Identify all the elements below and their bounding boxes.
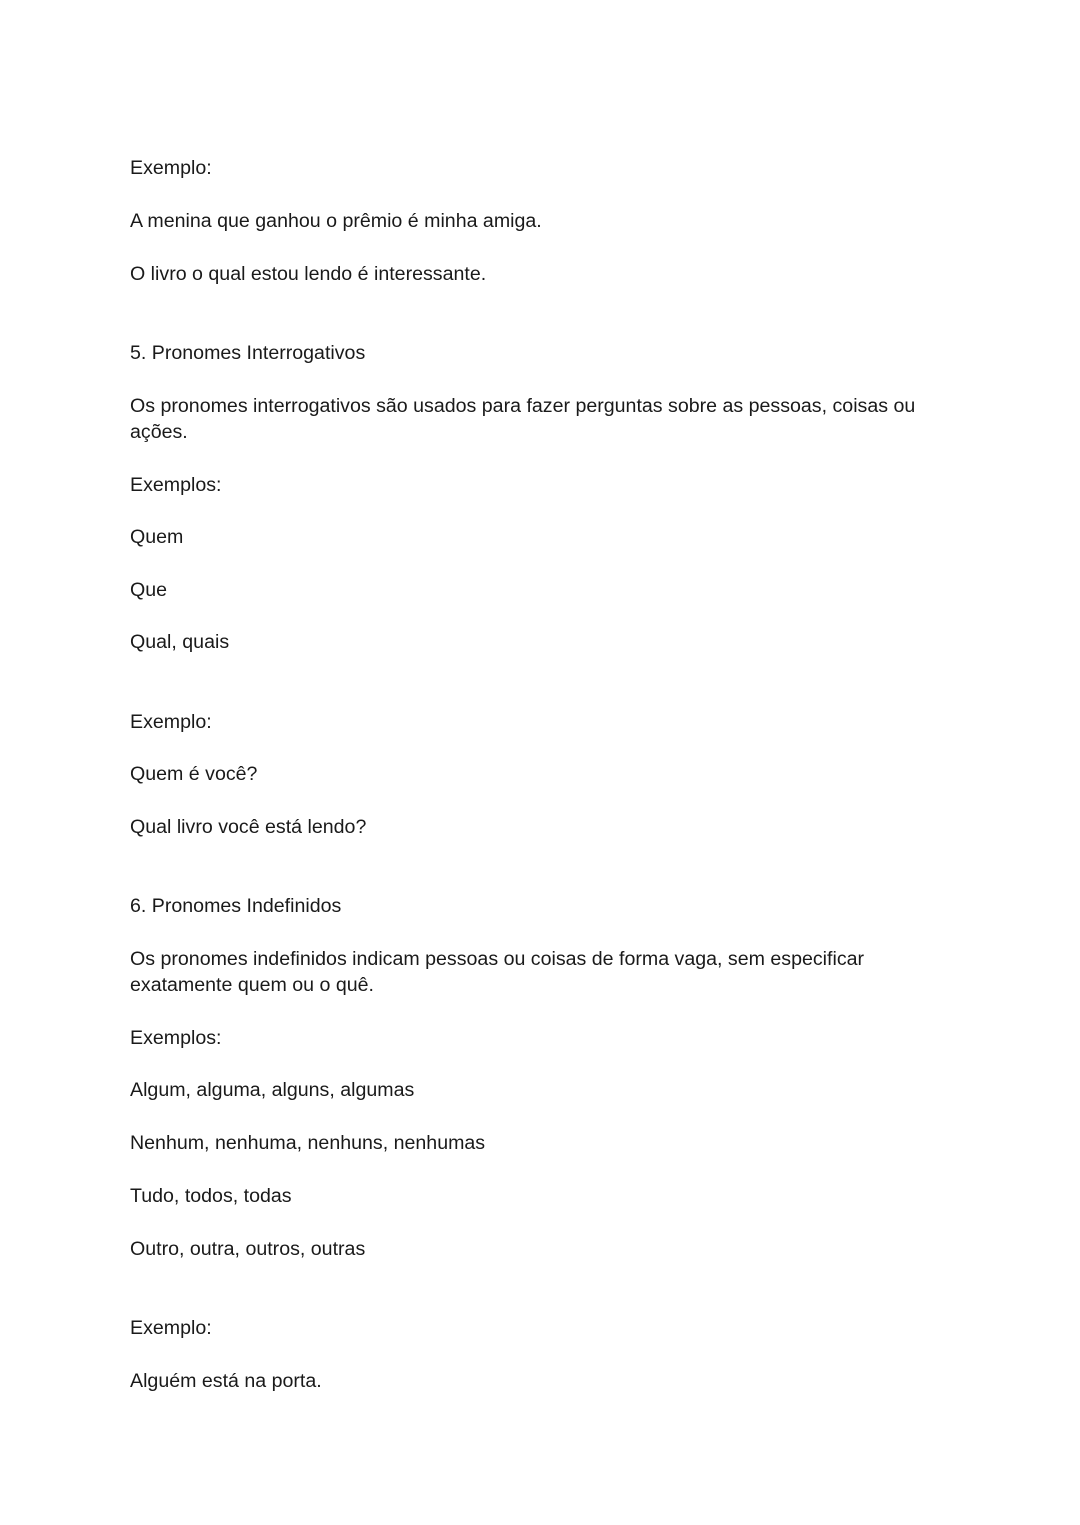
paragraph-line: Os pronomes indefinidos indicam pessoas ou coisas de forma vaga, sem especificar xyxy=(130,948,865,970)
section-heading-interrogativos: 5. Pronomes Interrogativos xyxy=(130,342,366,364)
example-sentence: O livro o qual estou lendo é interessante. xyxy=(130,263,487,285)
example-label: Exemplo: xyxy=(130,711,212,733)
examples-label: Exemplos: xyxy=(130,474,222,496)
list-item: Quem xyxy=(130,526,184,548)
example-label: Exemplo: xyxy=(130,1317,212,1339)
list-item: Algum, alguma, alguns, algumas xyxy=(130,1079,415,1101)
example-sentence: Qual livro você está lendo? xyxy=(130,816,367,838)
example-sentence: A menina que ganhou o prêmio é minha amiga. xyxy=(130,210,542,232)
list-item: Nenhum, nenhuma, nenhuns, nenhumas xyxy=(130,1132,486,1154)
list-item: Outro, outra, outros, outras xyxy=(130,1238,366,1260)
list-item: Qual, quais xyxy=(130,631,230,653)
example-sentence: Alguém está na porta. xyxy=(130,1370,322,1392)
paragraph-line: ações. xyxy=(130,421,188,443)
example-label: Exemplo: xyxy=(130,157,212,179)
section-heading-indefinidos: 6. Pronomes Indefinidos xyxy=(130,895,342,917)
paragraph-line: exatamente quem ou o quê. xyxy=(130,974,375,996)
list-item: Que xyxy=(130,579,168,601)
list-item: Tudo, todos, todas xyxy=(130,1185,292,1207)
examples-label: Exemplos: xyxy=(130,1027,222,1049)
example-sentence: Quem é você? xyxy=(130,763,258,785)
paragraph-line: Os pronomes interrogativos são usados para fazer perguntas sobre as pessoas, coisas ou xyxy=(130,395,916,417)
